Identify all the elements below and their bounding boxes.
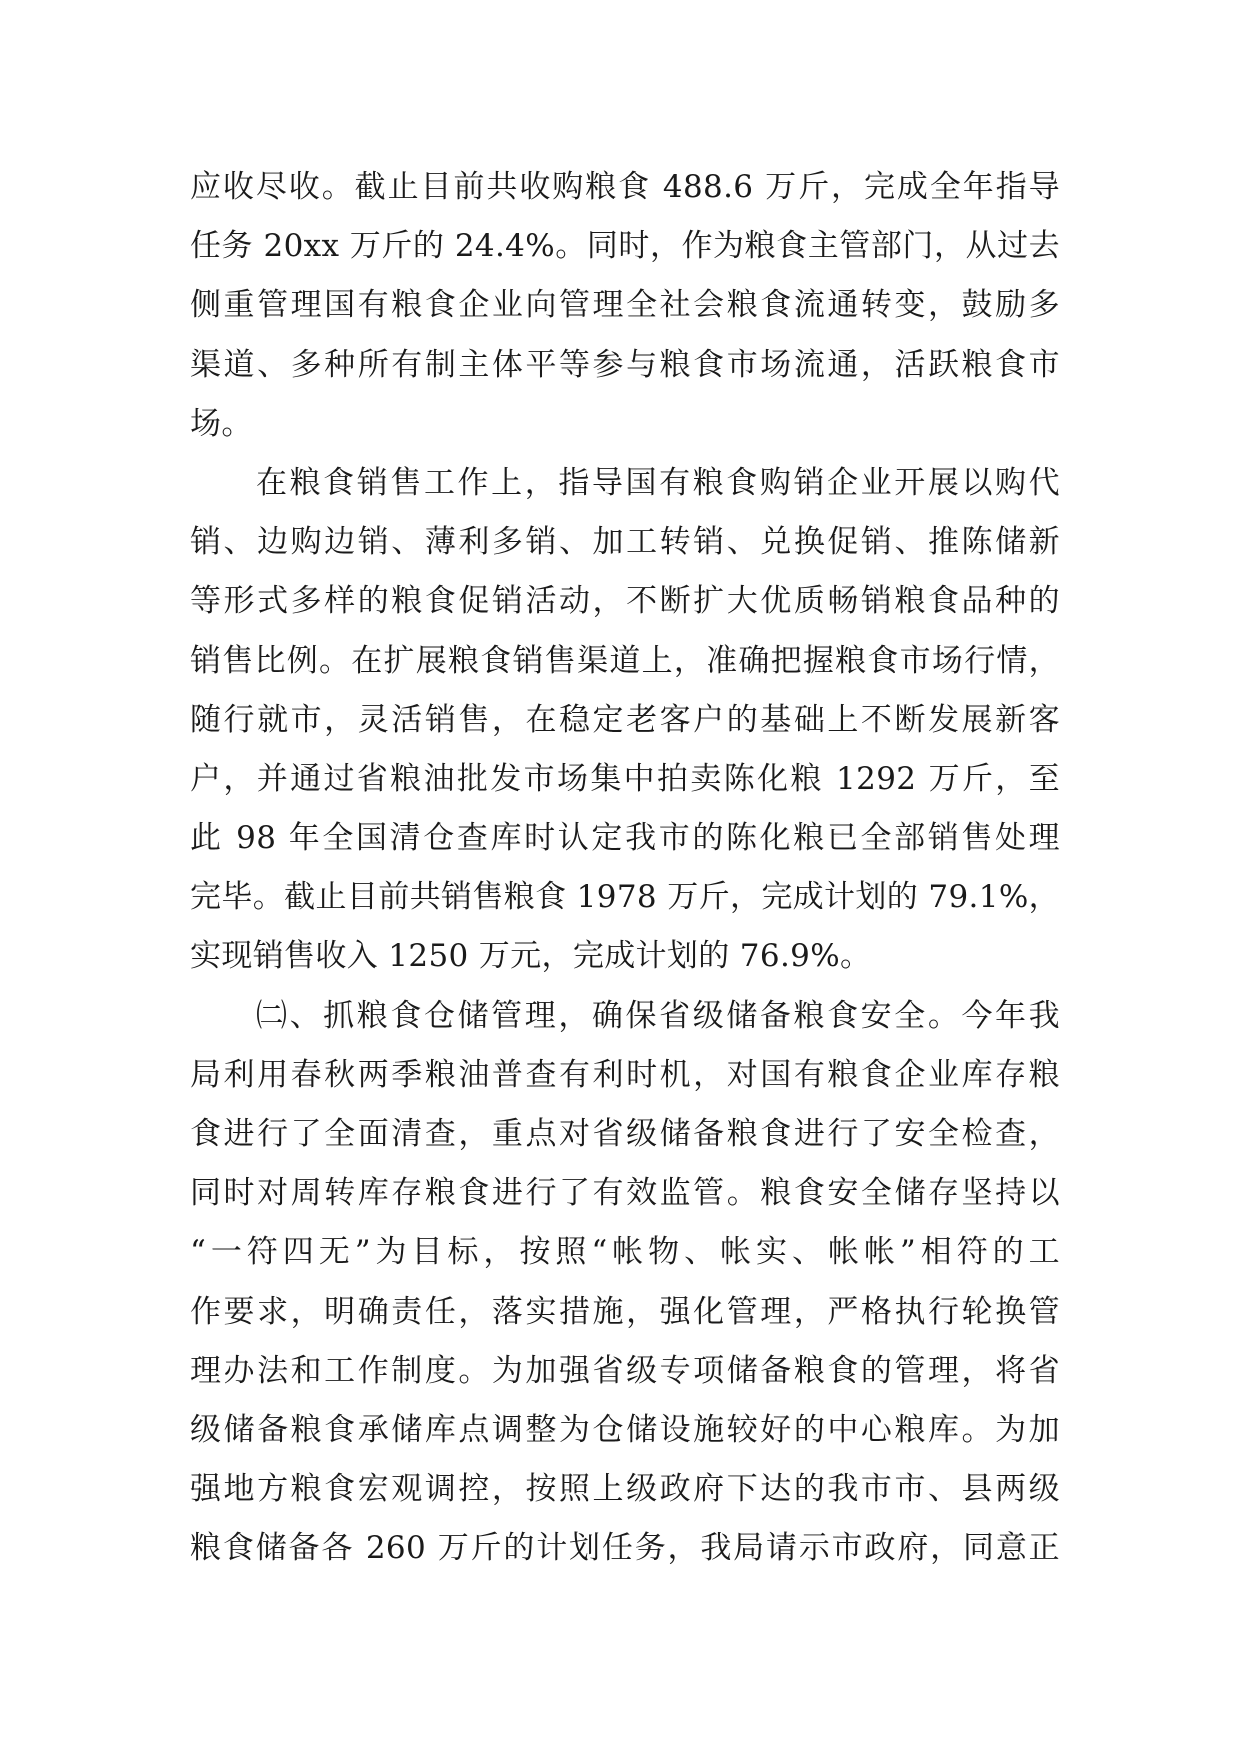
paragraph-2-line-5	[190, 691, 1060, 750]
paragraph-1-line-3	[190, 276, 1060, 335]
paragraph-1-line-2	[190, 217, 1060, 276]
paragraph-3-line-3	[190, 1105, 1060, 1164]
text-line: 在粮食销售工作上，指导国有粮食购销企业开展以购代	[256, 464, 1060, 501]
paragraph-3-line-10	[190, 1519, 1060, 1578]
paragraph-3-line-2	[190, 1046, 1060, 1105]
text-line: 强地方粮食宏观调控，按照上级政府下达的我市市、县两级	[190, 1471, 1060, 1508]
text-line: ㈡、抓粮食仓储管理，确保省级储备粮食安全。今年我	[256, 997, 1060, 1034]
paragraph-3-line-4	[190, 1164, 1060, 1223]
paragraph-2-line-8	[190, 868, 1060, 927]
paragraph-2-line-2	[190, 513, 1060, 572]
paragraph-1-line-4	[190, 336, 1060, 395]
paragraph-1-line-1	[190, 158, 1060, 217]
text-line: 食进行了全面清查，重点对省级储备粮食进行了安全检查，	[190, 1116, 1060, 1152]
text-line: “一符四无”为目标，按照“帐物、帐实、帐帐”相符的工	[190, 1234, 1060, 1271]
text-line: 级储备粮食承储库点调整为仓储设施较好的中心粮库。为加	[190, 1411, 1060, 1448]
text-line: 任务 20xx 万斤的 24.4%。同时，作为粮食主管部门，从过去	[190, 228, 1060, 265]
text-line: 随行就市，灵活销售，在稳定老客户的基础上不断发展新客	[190, 701, 1060, 738]
text-line: 作要求，明确责任，落实措施，强化管理，严格执行轮换管	[190, 1293, 1060, 1330]
paragraph-3-line-9	[190, 1460, 1060, 1519]
text-line: 应收尽收。截止目前共收购粮食 488.6 万斤，完成全年指导	[190, 169, 1060, 205]
paragraph-3-line-1	[190, 987, 1060, 1046]
body-text	[190, 158, 1060, 1579]
paragraph-2-line-9	[190, 927, 1060, 986]
text-line: 粮食储备各 260 万斤的计划任务，我局请示市政府，同意正	[190, 1530, 1060, 1567]
text-line: 销、边购边销、薄利多销、加工转销、兑换促销、推陈储新	[190, 524, 1060, 561]
text-line: 实现销售收入 1250 万元，完成计划的 76.9%。	[190, 938, 872, 975]
paragraph-3-line-6	[190, 1283, 1060, 1342]
paragraph-2-line-7	[190, 809, 1060, 868]
text-line: 理办法和工作制度。为加强省级专项储备粮食的管理，将省	[190, 1352, 1060, 1389]
paragraph-2-line-1	[190, 454, 1060, 513]
text-line: 渠道、多种所有制主体平等参与粮食市场流通，活跃粮食市	[190, 346, 1060, 383]
paragraph-2-line-3	[190, 572, 1060, 631]
paragraph-2-line-6	[190, 750, 1060, 809]
paragraph-3-line-7	[190, 1342, 1060, 1401]
text-line: 等形式多样的粮食促销活动，不断扩大优质畅销粮食品种的	[190, 583, 1060, 620]
text-line: 场。	[190, 405, 253, 442]
text-line: 完毕。截止目前共销售粮食 1978 万斤，完成计划的 79.1%，	[190, 879, 1060, 916]
text-line: 同时对周转库存粮食进行了有效监管。粮食安全储存坚持以	[190, 1175, 1060, 1212]
paragraph-3-line-8	[190, 1401, 1060, 1460]
paragraph-3-line-5	[190, 1223, 1060, 1282]
text-line: 侧重管理国有粮食企业向管理全社会粮食流通转变，鼓励多	[190, 287, 1060, 324]
text-line: 局利用春秋两季粮油普查有利时机，对国有粮食企业库存粮	[190, 1056, 1060, 1093]
text-line: 销售比例。在扩展粮食销售渠道上，准确把握粮食市场行情，	[190, 642, 1060, 679]
text-line: 此 98 年全国清仓查库时认定我市的陈化粮已全部销售处理	[190, 820, 1060, 857]
paragraph-1-line-5	[190, 395, 1060, 454]
paragraph-2-line-4	[190, 632, 1060, 691]
text-line: 户，并通过省粮油批发市场集中拍卖陈化粮 1292 万斤，至	[190, 760, 1060, 797]
